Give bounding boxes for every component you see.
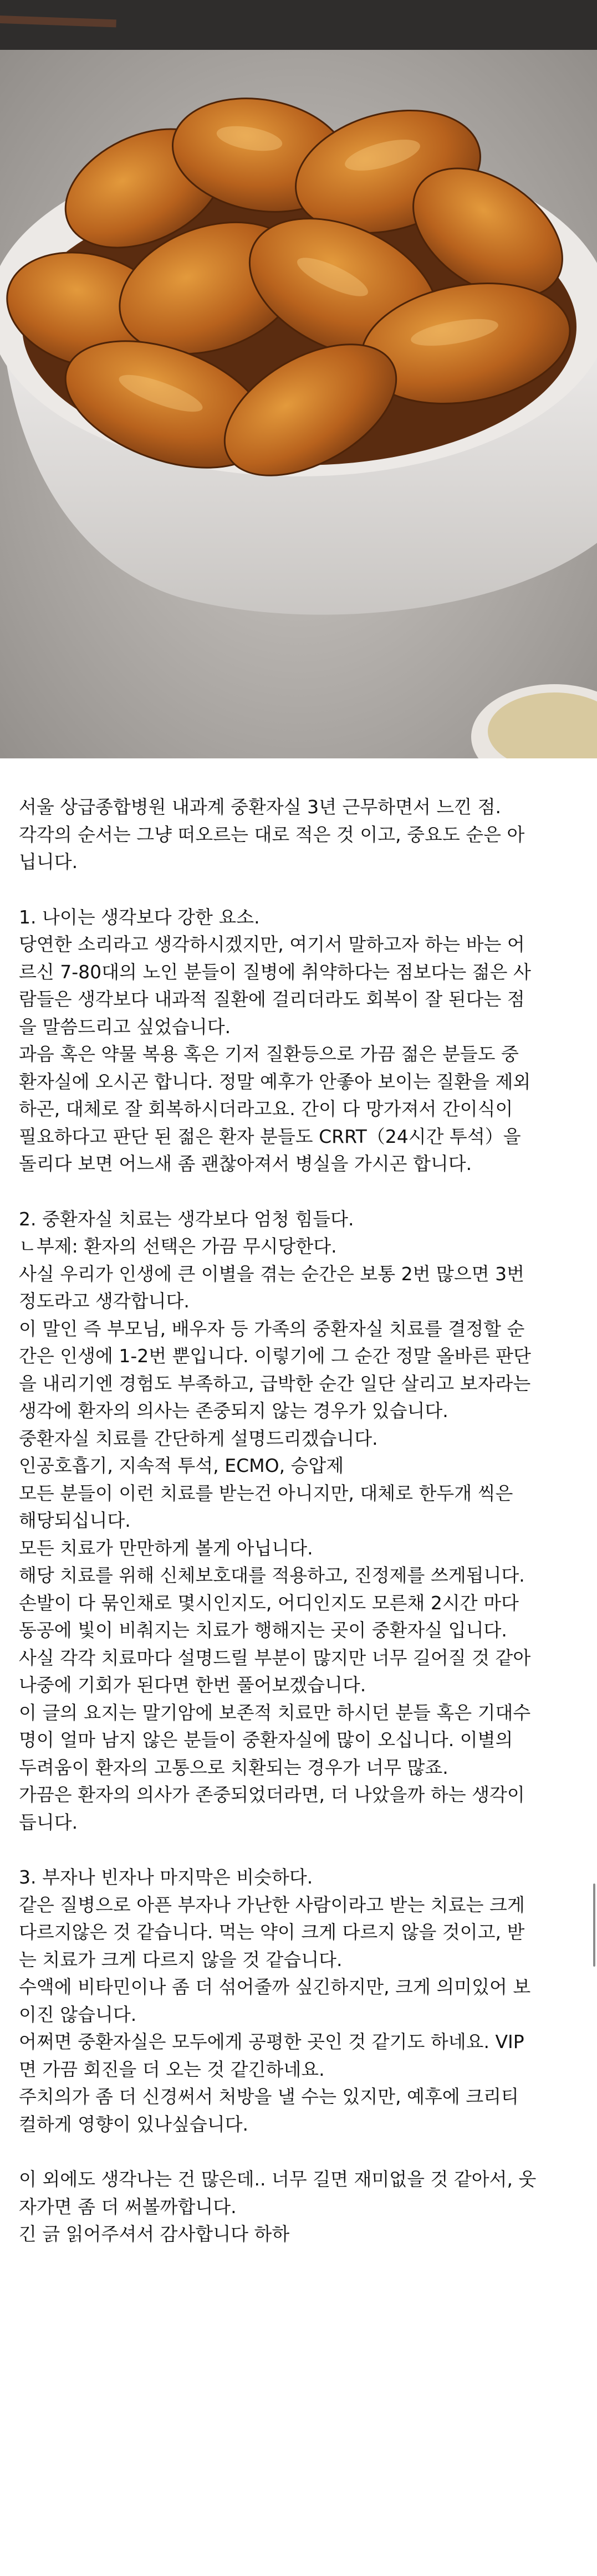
article-line: 듭니다. <box>19 1811 78 1833</box>
article-line: 정도라고 생각합니다. <box>19 1290 190 1312</box>
article-line: 어쩌면 중환자실은 모두에게 공평한 곳인 것 같기도 하네요. VIP <box>19 2031 524 2052</box>
article-line: 닙니다. <box>19 851 78 873</box>
chicken-wings-photo <box>0 0 597 758</box>
article-line: 사실 우리가 인생에 큰 이별을 겪는 순간은 보통 2번 많으면 3번 <box>19 1263 524 1285</box>
article-line: 을 말씀드리고 싶었습니다. <box>19 1015 231 1038</box>
article-line: 이 외에도 생각나는 건 많은데.. 너무 길면 재미없을 것 같아서, 웃 <box>19 2168 537 2190</box>
article-line: 다르지않은 것 같습니다. 먹는 약이 크게 다르지 않을 것이고, 받 <box>19 1921 525 1943</box>
article-line: 손발이 다 묶인채로 몇시인지도, 어디인지도 모른채 2시간 마다 <box>19 1592 519 1614</box>
article-line: 모든 분들이 이런 치료를 받는건 아니지만, 대체로 한두개 씩은 <box>19 1482 513 1504</box>
article-line: ㄴ부제: 환자의 선택은 가끔 무시당한다. <box>19 1235 337 1257</box>
article-line: 같은 질병으로 아픈 부자나 가난한 사람이라고 받는 치료는 크게 <box>19 1893 525 1916</box>
article-line: 면 가끔 회진을 더 오는 것 같긴하네요. <box>19 2058 325 2080</box>
article-line: 당연한 소리라고 생각하시겠지만, 여기서 말하고자 하는 바는 어 <box>19 933 525 955</box>
article-body <box>0 758 597 2576</box>
article-line: 이 글의 요지는 말기암에 보존적 치료만 하시던 분들 혹은 기대수 <box>19 1701 531 1723</box>
article-line: 생각에 환자의 의사는 존중되지 않는 경우가 있습니다. <box>19 1400 448 1422</box>
article-line: 간은 인생에 1-2번 뿐입니다. 이렇기에 그 순간 정말 올바른 판단 <box>19 1345 531 1367</box>
article-line: 이 말인 즉 부모님, 배우자 등 가족의 중환자실 치료를 결정할 순 <box>19 1317 525 1340</box>
article-line: 명이 얼마 남지 않은 분들이 중환자실에 많이 오십니다. 이별의 <box>19 1729 513 1751</box>
article-line: 필요하다고 판단 된 젊은 환자 분들도 CRRT（24시간 투석）을 <box>19 1125 521 1147</box>
article-line: 자가면 좀 더 써볼까합니다. <box>19 2195 237 2218</box>
article-line: 사실 각각 치료마다 설명드릴 부분이 많지만 너무 길어질 것 같아 <box>19 1646 531 1669</box>
article-line: 나중에 기회가 된다면 한번 풀어보겠습니다. <box>19 1674 366 1696</box>
article-line: 해당되십니다. <box>19 1510 131 1531</box>
paragraph-gap <box>19 2138 581 2166</box>
scrollbar-thumb[interactable] <box>593 1884 595 1967</box>
chicken-bowl-illustration <box>0 0 597 758</box>
section-heading: 3. 부자나 빈자나 마지막은 비슷하다. <box>19 1866 313 1888</box>
article-line: 수액에 비타민이나 좀 더 섞어줄까 싶긴하지만, 크게 의미있어 보 <box>19 1976 531 1998</box>
article-line: 는 치료가 크게 다르지 않을 것 같습니다. <box>19 1948 343 1971</box>
article-line: 과음 혹은 약물 복용 혹은 기저 질환등으로 가끔 젊은 분들도 중 <box>19 1043 519 1065</box>
article-line: 환자실에 오시곤 합니다. 정말 예후가 안좋아 보이는 질환을 제외 <box>19 1070 531 1092</box>
article-line: 르신 7-80대의 노인 분들이 질병에 취약하다는 점보다는 젊은 사 <box>19 961 531 983</box>
article-line: 가끔은 환자의 의사가 존중되었더라면, 더 나았을까 하는 생각이 <box>19 1784 525 1805</box>
article-line: 중환자실 치료를 간단하게 설명드리겠습니다. <box>19 1427 378 1449</box>
paragraph-gap <box>19 1836 581 1864</box>
article-line: 돌리다 보면 어느새 좀 괜찮아져서 병실을 가시곤 합니다. <box>19 1153 472 1174</box>
section-heading: 2. 중환자실 치료는 생각보다 엄청 힘들다. <box>19 1208 354 1230</box>
article-line: 각각의 순서는 그냥 떠오르는 대로 적은 것 이고, 중요도 순은 아 <box>19 823 525 845</box>
paragraph-gap <box>19 1178 581 1205</box>
article-line: 동공에 빛이 비춰지는 치료가 행해지는 곳이 중환자실 입니다. <box>19 1619 507 1641</box>
article-line: 인공호흡기, 지속적 투석, ECMO, 승압제 <box>19 1455 344 1476</box>
article-line: 을 내리기엔 경험도 부족하고, 급박한 순간 일단 살리고 보자라는 <box>19 1372 531 1394</box>
article-line: 이진 않습니다. <box>19 2003 137 2025</box>
article-line: 주치의가 좀 더 신경써서 처방을 낼 수는 있지만, 예후에 크리티 <box>19 2086 519 2107</box>
article-line: 서울 상급종합병원 내과계 중환자실 3년 근무하면서 느낀 점. <box>19 796 501 818</box>
article-line: 람들은 생각보다 내과적 질환에 걸리더라도 회복이 잘 된다는 점 <box>19 988 525 1010</box>
paragraph-gap <box>19 876 581 904</box>
article-line: 해당 치료를 위해 신체보호대를 적용하고, 진정제를 쓰게됩니다. <box>19 1564 525 1586</box>
article-line: 모든 치료가 만만하게 볼게 아닙니다. <box>19 1537 313 1559</box>
article-line: 하곤, 대체로 잘 회복하시더라고요. 간이 다 망가져서 간이식이 <box>19 1098 513 1120</box>
article-line: 두려움이 환자의 고통으로 치환되는 경우가 너무 많죠. <box>19 1756 448 1778</box>
article-line: 컬하게 영향이 있나싶습니다. <box>19 2113 249 2135</box>
section-heading: 1. 나이는 생각보다 강한 요소. <box>19 906 260 928</box>
article-line: 긴 긁 읽어주셔서 감사합니다 하하 <box>19 2223 290 2245</box>
